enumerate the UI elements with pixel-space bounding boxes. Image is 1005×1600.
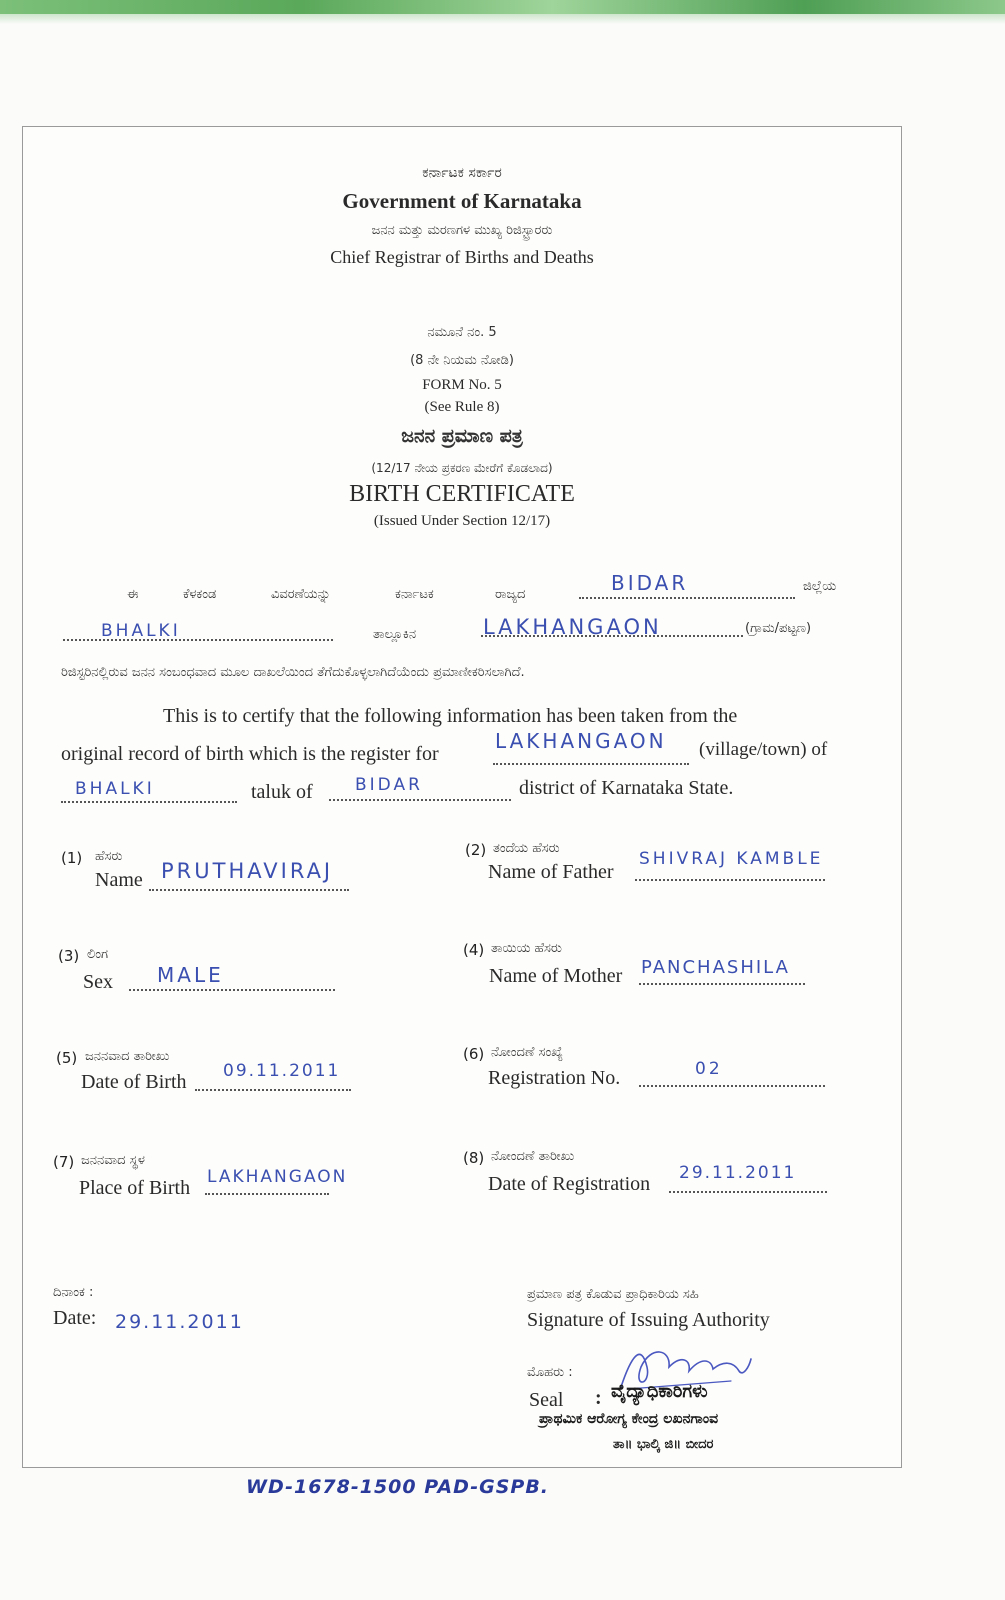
district-dotline <box>329 799 511 801</box>
kn-issued-under: (12/17 ನೇಯ ಪ್ರಕರಣ ಮೇರೆಗೆ ಕೊಡಲಾದ) <box>371 461 553 475</box>
taluk-value: BHALKI <box>75 779 155 799</box>
name-value: PRUTHAVIRAJ <box>161 859 334 883</box>
issued-under: (Issued Under Section 12/17) <box>373 513 551 529</box>
field-1-number: (1) <box>61 849 83 867</box>
field-3-dotline <box>129 989 335 991</box>
village-dotline <box>493 763 689 765</box>
kn-word-2: ಕೆಳಕಂಡ <box>183 587 217 602</box>
certify-line-2-suffix: (village/town) of <box>699 739 828 760</box>
signature-label: Signature of Issuing Authority <box>527 1309 770 1331</box>
field-6-dotline <box>639 1085 825 1087</box>
field-3-kn-label: ಲಿಂಗ <box>87 947 109 962</box>
field-4-number: (4) <box>463 941 485 959</box>
kn-district-suffix: ಜಿಲ್ಲೆಯ <box>803 579 837 594</box>
father-name-value: SHIVRAJ KAMBLE <box>639 849 824 869</box>
kn-word-4: ಕರ್ನಾಟಕ <box>395 587 434 602</box>
kn-certificate-title: ಜನನ ಪ್ರಮಾಣ ಪತ್ರ <box>401 425 523 447</box>
place-of-birth-value: LAKHANGAON <box>207 1167 348 1187</box>
field-2-label: Name of Father <box>488 861 614 883</box>
field-8-number: (8) <box>463 1149 485 1167</box>
kn-registrar-heading: ಜನನ ಮತ್ತು ಮರಣಗಳ ಮುಖ್ಯ ರಿಜಿಸ್ಟ್ರಾರರು <box>371 223 553 238</box>
registration-date-value: 29.11.2011 <box>679 1163 797 1183</box>
kn-word-5: ರಾಜ್ಯದ <box>495 587 526 602</box>
date-label: Date: <box>53 1307 97 1329</box>
field-7-dotline <box>205 1193 329 1195</box>
form-number: FORM No. 5 <box>422 377 502 393</box>
field-8-label: Date of Registration <box>488 1173 651 1195</box>
certify-line-1: This is to certify that the following information has been taken from the <box>163 705 738 727</box>
seal-label: Seal <box>529 1389 564 1411</box>
seal-colon: : <box>595 1387 602 1409</box>
field-3-number: (3) <box>58 947 80 965</box>
kn-certification-line: ರಿಜಿಸ್ಟರಿನಲ್ಲಿರುವ ಜನನ ಸಂಬಂಧವಾದ ಮೂಲ ದಾಖಲೆಯಿಂದ ತೆಗೆದುಕೊಳ್ಳಲಾಗಿದೆಯೆಂದು ಪ್ರಮಾಣೀಕರಿಸಲಾಗಿದೆ. <box>61 665 525 680</box>
date-of-birth-value: 09.11.2011 <box>223 1061 341 1081</box>
certify-line-2-prefix: original record of birth which is the register for <box>61 743 439 765</box>
field-1-kn-label: ಹೆಸರು <box>95 849 123 864</box>
field-1-label: Name <box>95 869 143 891</box>
field-5-number: (5) <box>56 1049 78 1067</box>
government-heading: Government of Karnataka <box>342 189 582 213</box>
field-8-kn-label: ನೋಂದಣೆ ತಾರೀಖು <box>491 1149 575 1164</box>
field-2-dotline <box>635 879 825 881</box>
kn-taluk-value: BHALKI <box>101 621 181 641</box>
taluk-word: taluk of <box>251 781 313 803</box>
field-5-label: Date of Birth <box>81 1071 187 1093</box>
rule-reference: (See Rule 8) <box>424 399 500 415</box>
seal-stamp-line-3: ತಾ॥ ಭಾಲ್ಕಿ ಜಿ॥ ಬೀದರ <box>613 1437 714 1452</box>
field-5-dotline <box>195 1089 351 1091</box>
kn-village-value: LAKHANGAON <box>483 615 662 639</box>
seal-stamp-line-1: ವೈದ್ಯಾಧಿಕಾರಿಗಳು <box>611 1381 708 1402</box>
kn-government-heading: ಕರ್ನಾಟಕ ಸರ್ಕಾರ <box>422 165 502 181</box>
kn-word-1: ಈ <box>127 587 139 602</box>
kn-date-label: ದಿನಾಂಕ : <box>53 1285 94 1300</box>
district-value: BIDAR <box>355 775 423 795</box>
field-4-dotline <box>639 983 805 985</box>
kn-seal-label: ಮೊಹರು : <box>527 1365 573 1380</box>
kn-word-3: ವಿವರಣೆಯನ್ನು <box>271 587 331 602</box>
field-3-label: Sex <box>83 971 113 993</box>
field-6-label: Registration No. <box>488 1067 621 1089</box>
seal-stamp-line-2: ಪ್ರಾಥಮಿಕ ಆರೋಗ್ಯ ಕೇಂದ್ರ ಲಖನಗಾಂವ <box>539 1411 719 1427</box>
field-7-label: Place of Birth <box>79 1177 191 1199</box>
field-1-dotline <box>149 889 349 891</box>
kn-rule: (8 ನೇ ನಿಯಮ ನೋಡಿ) <box>410 353 514 368</box>
mother-name-value: PANCHASHILA <box>641 957 790 978</box>
taluk-dotline <box>61 801 237 803</box>
kn-signature-label: ಪ್ರಮಾಣ ಪತ್ರ ಕೊಡುವ ಪ್ರಾಧಿಕಾರಿಯ ಸಹಿ <box>527 1287 699 1302</box>
sex-value: MALE <box>157 963 224 987</box>
certificate-title: BIRTH CERTIFICATE <box>349 481 575 507</box>
registration-number-value: 02 <box>695 1059 723 1079</box>
field-6-kn-label: ನೋಂದಣೆ ಸಂಖ್ಯೆ <box>491 1045 563 1060</box>
field-4-label: Name of Mother <box>489 965 623 987</box>
kn-form-number: ನಮೂನೆ ನಂ. 5 <box>427 325 497 340</box>
issue-date-value: 29.11.2011 <box>115 1311 244 1333</box>
kn-district-value: BIDAR <box>611 571 689 595</box>
kn-village-suffix: (ಗ್ರಾಮ/ಪಟ್ಟಣ) <box>745 621 812 636</box>
registrar-heading: Chief Registrar of Births and Deaths <box>330 247 594 267</box>
field-5-kn-label: ಜನನವಾದ ತಾರೀಖು <box>85 1049 170 1064</box>
kn-taluk-word: ತಾಲ್ಲೂಕಿನ <box>373 627 417 642</box>
field-2-number: (2) <box>465 841 487 859</box>
field-4-kn-label: ತಾಯಿಯ ಹೆಸರು <box>491 941 562 956</box>
field-6-number: (6) <box>463 1045 485 1063</box>
field-7-number: (7) <box>53 1153 75 1171</box>
reference-number: WD-1678-1500 PAD-GSPB. <box>246 1476 550 1498</box>
village-value: LAKHANGAON <box>495 729 667 753</box>
certificate-sheet <box>22 126 902 1468</box>
field-8-dotline <box>669 1191 827 1193</box>
kn-district-dotline <box>579 597 795 599</box>
district-suffix: district of Karnataka State. <box>519 777 734 799</box>
field-7-kn-label: ಜನನವಾದ ಸ್ಥಳ <box>81 1153 145 1168</box>
top-green-band <box>0 0 1005 14</box>
field-2-kn-label: ತಂದೆಯ ಹೆಸರು <box>493 841 560 856</box>
